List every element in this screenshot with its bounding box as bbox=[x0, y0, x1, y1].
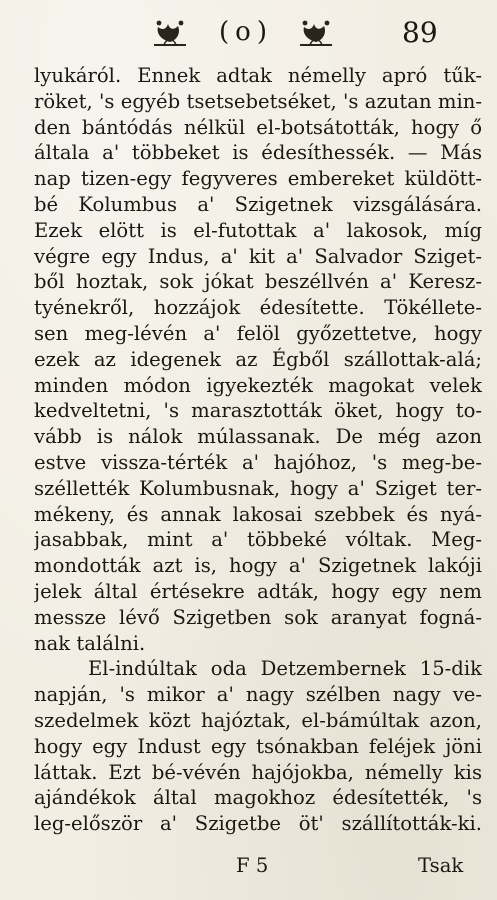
text-line: messze lévő Szigetben sok aranyat fogná- bbox=[34, 605, 482, 629]
text-line: jelek által értésekre adták, hogy egy nem bbox=[34, 579, 482, 603]
signature-mark: F 5 bbox=[236, 854, 269, 877]
text-line: napján, 's mikor a' nagy szélben nagy ve- bbox=[34, 683, 482, 707]
text-line: estve vissza-térték a' hajóhoz, 's meg-be- bbox=[34, 450, 482, 474]
text-line: leg-először a' Szigetbe öt' szállították-ki. bbox=[34, 812, 482, 836]
text-line: jasabbak, mint a' többeké vóltak. Meg- bbox=[34, 528, 482, 552]
text-line: mondották azt is, hogy a' Szigetnek lakóji bbox=[34, 554, 482, 578]
text-line: ajándékok által magokhoz édesítették, 's bbox=[34, 786, 482, 810]
body-text bbox=[34, 63, 482, 837]
text-line: lyukáról. Ennek adtak némelly apró tűk- bbox=[34, 64, 482, 87]
page-number: 89 bbox=[402, 16, 438, 49]
floral-ornament-icon bbox=[296, 18, 336, 48]
text-line: széllették Kolumbusnak, hogy a' Sziget ter- bbox=[34, 476, 482, 500]
text-line: hogy egy Indust egy tsónakban feléjek jöni bbox=[34, 734, 482, 758]
text-line: Ezek elött is el-futottak a' lakosok, míg bbox=[34, 218, 482, 242]
text-line: tyénekről, hozzájok édesítette. Tökéllete- bbox=[34, 296, 482, 320]
text-line: minden módon igyekezték magokat velek bbox=[34, 373, 482, 397]
page-header bbox=[0, 6, 497, 54]
catchword: Tsak bbox=[418, 854, 464, 877]
text-line: végre egy Indus, a' kit a' Salvador Sziget- bbox=[34, 244, 482, 268]
text-line: általa a' többeket is édesíthessék. — Más bbox=[34, 141, 482, 165]
paragraph-start-line: El-indúltak oda Detzembernek 15-dik bbox=[88, 657, 482, 681]
text-line: mékeny, és annak lakosai szebbek és nyá- bbox=[34, 502, 482, 526]
page-footer bbox=[0, 853, 497, 883]
text-line: szedelmek közt hajóztak, el-bámúltak azon, bbox=[34, 708, 482, 732]
text-line: röket, 's egyéb tsetsebetséket, 's azutan min- bbox=[34, 89, 482, 113]
text-line: bé Kolumbus a' Szigetnek vizsgálására. bbox=[34, 192, 482, 216]
text-line: vább is nálok múlassanak. De még azon bbox=[34, 425, 482, 449]
text-line: ből hoztak, sok jókat beszéllvén a' Keresz- bbox=[34, 270, 482, 294]
header-mark: (o) bbox=[219, 17, 273, 47]
text-line: kedveltetni, 's marasztották öket, hogy to- bbox=[34, 399, 482, 423]
text-line: den bántódás nélkül el-botsátották, hogy ő bbox=[34, 115, 482, 139]
text-line: ezek az idegenek az Égből szállottak-alá; bbox=[34, 347, 482, 371]
text-line: láttak. Ezt bé-vévén hajójokba, némelly kis bbox=[34, 760, 482, 784]
text-line: nap tizen-egy fegyveres embereket küldött- bbox=[34, 167, 482, 191]
floral-ornament-icon bbox=[150, 18, 190, 48]
paragraph-end-line: nak találni. bbox=[34, 631, 146, 655]
text-line: sen meg-lévén a' felöl győzettetve, hogy bbox=[34, 321, 482, 345]
